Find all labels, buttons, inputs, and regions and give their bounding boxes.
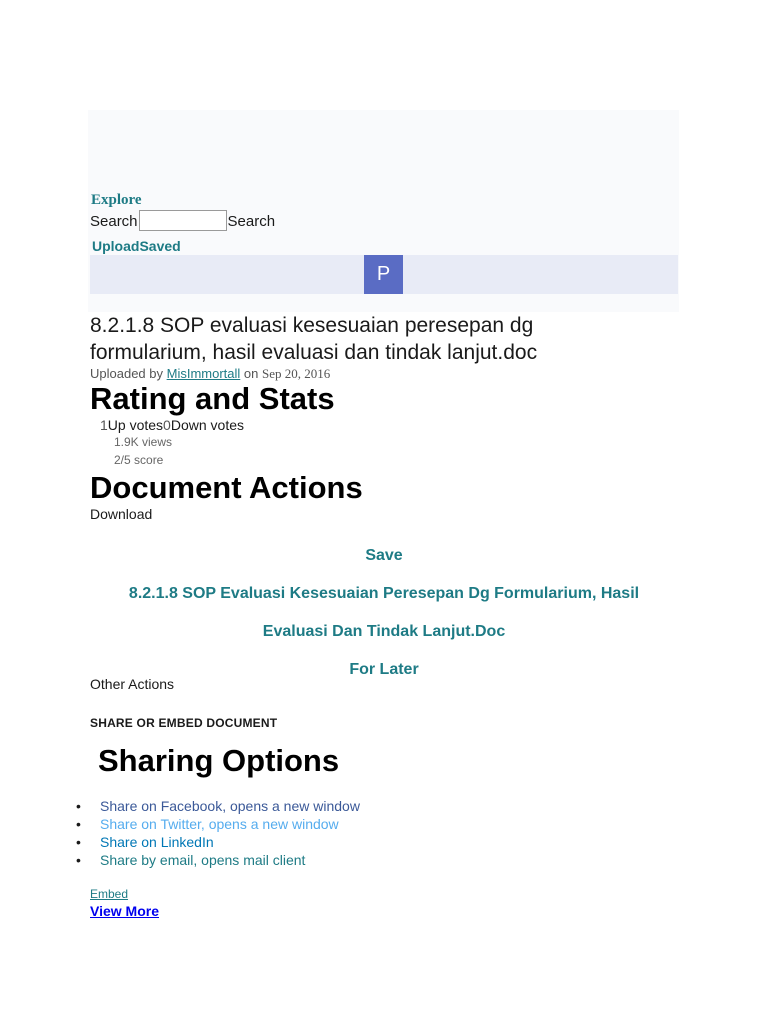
sharing-options-heading: Sharing Options	[98, 743, 340, 778]
search-button[interactable]: Search	[227, 213, 276, 230]
other-actions-button[interactable]: Other Actions	[90, 676, 175, 692]
document-title: 8.2.1.8 SOP evaluasi kesesuaian peresepan dg formularium, hasil evaluasi dan tindak lanjut.doc	[90, 314, 538, 364]
share-facebook-link[interactable]: • Share on Facebook, opens a new window	[76, 797, 360, 815]
upload-saved-nav	[92, 238, 181, 254]
share-email-link[interactable]: • Share by email, opens mail client	[76, 851, 360, 869]
share-embed-heading: SHARE OR EMBED DOCUMENT	[90, 716, 278, 730]
save-line-1: Save	[365, 547, 403, 564]
share-linkedin-link[interactable]: • Share on LinkedIn	[76, 833, 360, 851]
uploaded-by-prefix: Uploaded by	[90, 366, 163, 381]
up-votes-count: 1	[100, 417, 108, 433]
uploaded-info	[90, 366, 330, 382]
score-value: 2/5 score	[114, 453, 164, 467]
search-label: Search	[90, 213, 138, 230]
upload-link[interactable]: Upload	[92, 238, 140, 254]
down-votes-count: 0	[163, 417, 171, 433]
share-twitter-link[interactable]: • Share on Twitter, opens a new window	[76, 815, 360, 833]
upload-date: Sep 20, 2016	[262, 366, 331, 381]
view-more-link[interactable]: View More	[90, 903, 159, 919]
saved-link[interactable]: Saved	[139, 238, 181, 254]
document-actions-heading: Document Actions	[90, 470, 363, 505]
save-line-3: Evaluasi Dan Tindak Lanjut.Doc	[262, 623, 506, 640]
on-label: on	[243, 366, 259, 381]
search-input[interactable]	[139, 210, 227, 231]
down-votes-button[interactable]: Down votes	[170, 417, 244, 433]
avatar[interactable]: P	[364, 255, 403, 294]
save-line-4: For Later	[349, 661, 419, 678]
save-line-2: 8.2.1.8 SOP Evaluasi Kesesuaian Peresepan Dg Formularium, Hasil	[128, 585, 640, 602]
explore-link[interactable]: Explore	[91, 192, 142, 208]
up-votes-button[interactable]: Up votes	[107, 417, 164, 433]
save-for-later-button[interactable]	[90, 537, 678, 689]
uploader-link[interactable]: MisImmortall	[166, 366, 241, 381]
embed-link[interactable]: Embed	[90, 887, 129, 901]
download-button[interactable]: Download	[90, 506, 153, 522]
rating-heading: Rating and Stats	[90, 381, 335, 416]
votes-row	[100, 417, 244, 433]
views-count: 1.9K views	[114, 435, 173, 449]
search-bar	[90, 210, 275, 231]
share-list	[76, 797, 360, 869]
